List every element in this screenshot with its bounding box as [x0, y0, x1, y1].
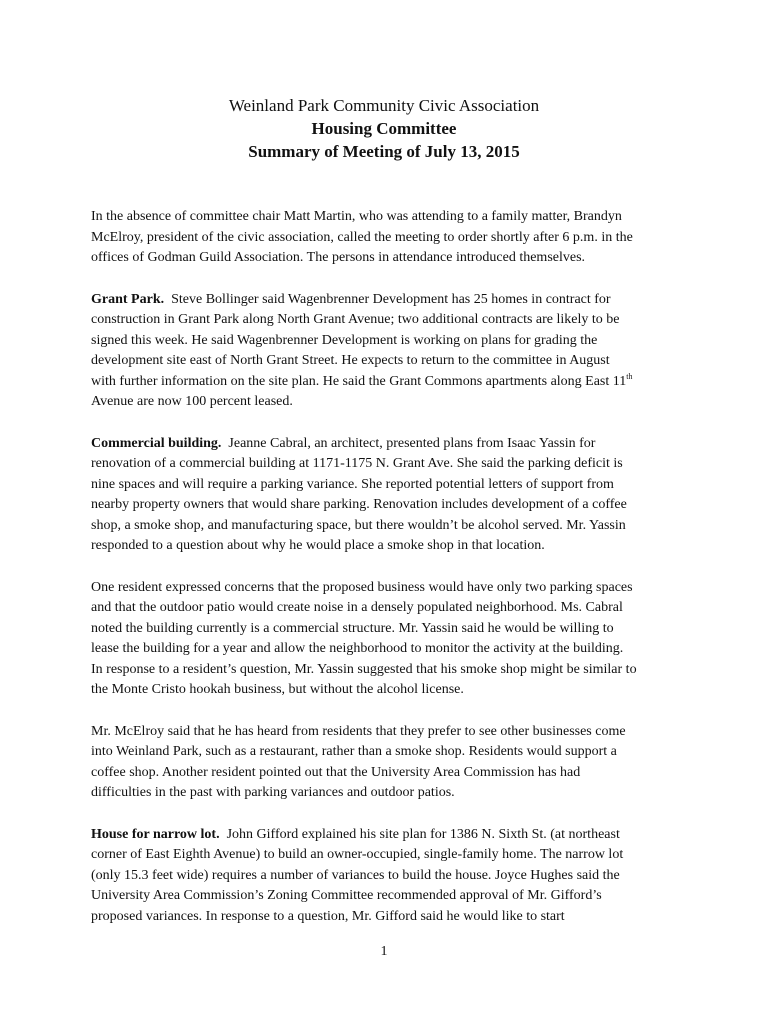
document-header [0, 94, 768, 163]
document-body [91, 207, 687, 948]
superscript: th [626, 371, 633, 381]
text-line: In response to a resident’s question, Mr. Yassin suggested that his smoke shop might be similar to [91, 661, 637, 677]
paragraph-grant-park [91, 290, 687, 413]
section-heading-commercial-building: Commercial building. [91, 435, 222, 451]
text-line: into Weinland Park, such as a restaurant, rather than a smoke shop. Residents would support a [91, 744, 617, 759]
text-line: the Monte Cristo hookah business, but without the alcohol license. [91, 682, 464, 697]
text-line: corner of East Eighth Avenue) to build an owner-occupied, single-family home. The narrow lot [91, 847, 624, 862]
text-run: with further information on the site plan. He said the Grant Commons apartments along East 11 [91, 373, 627, 389]
text-line [91, 290, 687, 311]
paragraph-commercial-building [91, 434, 687, 557]
committee-title: Housing Committee [311, 119, 457, 138]
text-line: (only 15.3 feet wide) requires a number of variances to build the house. Joyce Hughes said the [91, 867, 620, 883]
text-line: noted the building currently is a commercial structure. Mr. Yassin said he would be willing to [91, 620, 614, 636]
paragraph-resident-concerns [91, 578, 687, 701]
text-line: Avenue are now 100 percent leased. [91, 394, 293, 409]
text-line: responded to a question about why he would place a smoke shop in that location. [91, 538, 545, 553]
organization-title: Weinland Park Community Civic Association [228, 96, 540, 115]
meeting-title: Summary of Meeting of July 13, 2015 [248, 142, 520, 161]
text-line: lease the building for a year and allow the neighborhood to monitor the activity at the building. [91, 641, 624, 656]
text-line: signed this week. He said Wagenbrenner Development is working on plans for grading the [91, 332, 598, 348]
text-line [91, 372, 687, 393]
page-number: 1 [380, 944, 388, 959]
text-line [91, 434, 687, 455]
text-line: One resident expressed concerns that the proposed business would have only two parking spaces [91, 579, 633, 595]
text-line: McElroy, president of the civic association, called the meeting to order shortly after 6 p.m. in the [91, 229, 633, 245]
text-line [91, 825, 687, 846]
text-line: University Area Commission’s Zoning Committee recommended approval of Mr. Gifford’s [91, 888, 602, 903]
text-line: difficulties in the past with parking variances and outdoor patios. [91, 785, 455, 800]
text-line: and that the outdoor patio would create noise in a densely populated neighborhood. Ms. Cabral [91, 600, 623, 615]
text-line: construction in Grant Park along North Grant Avenue; two additional contracts are likely to be [91, 312, 620, 327]
text-line: In the absence of committee chair Matt Martin, who was attending to a family matter, Brandyn [91, 209, 622, 224]
paragraph-mcelroy-comments [91, 722, 687, 804]
text-line: proposed variances. In response to a question, Mr. Gifford said he would like to start [91, 908, 565, 924]
text-run: John Gifford explained his site plan for 1386 N. Sixth St. (at northeast [219, 826, 620, 842]
paragraph-house-narrow-lot [91, 825, 687, 928]
paragraph-intro [91, 207, 687, 269]
section-heading-house-narrow-lot: House for narrow lot. [91, 826, 220, 842]
text-run: Jeanne Cabral, an architect, presented plans from Isaac Yassin for [221, 435, 596, 451]
text-run: Steve Bollinger said Wagenbrenner Development has 25 homes in contract for [164, 291, 611, 307]
text-line: renovation of a commercial building at 1171-1175 N. Grant Ave. She said the parking deficit is [91, 456, 623, 471]
text-line: shop, a smoke shop, and manufacturing space, but there wouldn’t be alcohol served. Mr. Yassin [91, 517, 626, 533]
text-line: development site east of North Grant Street. He expects to return to the committee in August [91, 353, 610, 368]
section-heading-grant-park: Grant Park. [91, 291, 165, 307]
text-line: Mr. McElroy said that he has heard from residents that they prefer to see other businesses come [91, 723, 626, 739]
text-line: coffee shop. Another resident pointed out that the University Area Commission has had [91, 764, 581, 780]
text-line: offices of Godman Guild Association. The persons in attendance introduced themselves. [91, 250, 586, 265]
text-line: nearby property owners that would share parking. Renovation includes development of a coffee [91, 497, 627, 512]
text-line: nine spaces and will require a parking variance. She reported potential letters of support from [91, 476, 614, 492]
